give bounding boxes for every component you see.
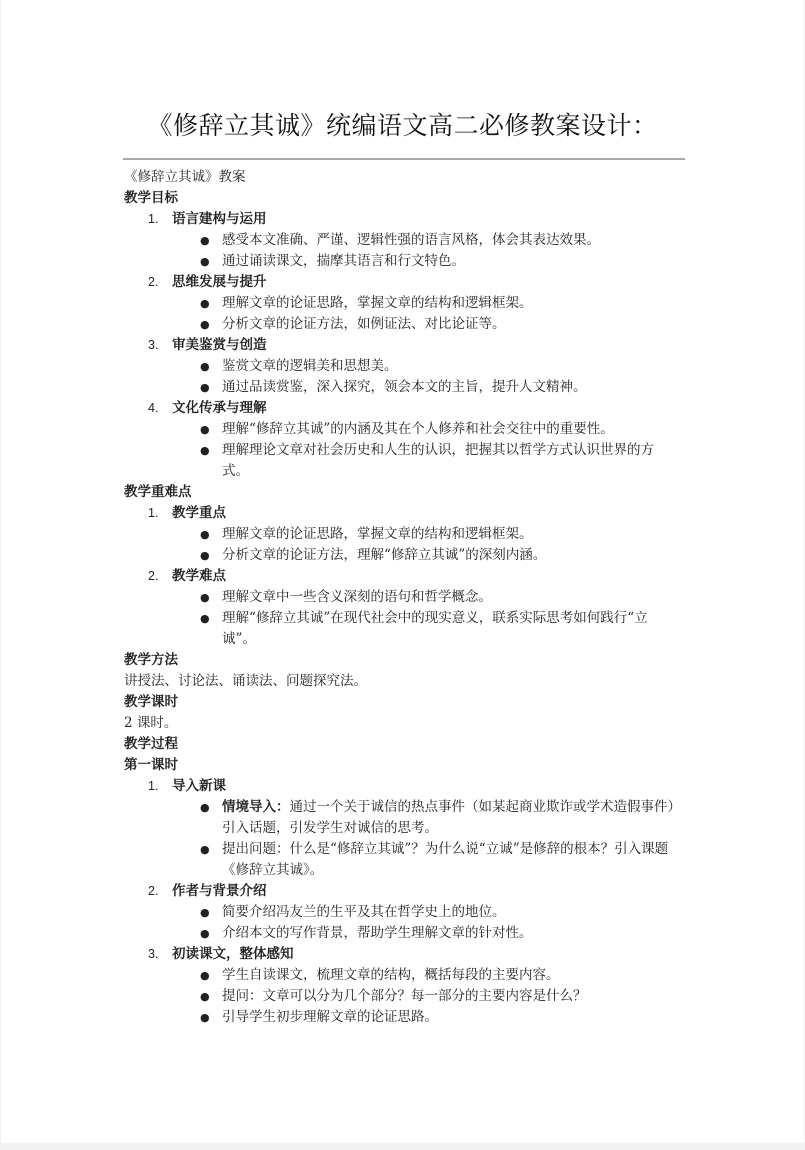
hours-text: 2 课时。 — [124, 715, 178, 731]
item-label: 导入新课 — [172, 778, 226, 794]
bullet-item — [124, 923, 684, 944]
bullet-icon: ● — [200, 927, 210, 940]
item-number: 2. — [148, 884, 159, 898]
bullet-text: 理解文章中一些含义深刻的语句和哲学概念。 — [222, 589, 492, 605]
methods-text: 讲授法、讨论法、诵读法、问题探究法。 — [124, 673, 367, 689]
bullet-icon: ● — [200, 528, 210, 541]
bullet-item — [124, 587, 684, 608]
bullet-text: 理解理论文章对社会历史和人生的认识，把握其以哲学方式认识世界的方式。 — [222, 442, 654, 479]
bullet-icon: ● — [200, 1011, 210, 1024]
bullet-icon: ● — [200, 969, 210, 982]
numbered-item — [124, 776, 684, 797]
bullet-icon: ● — [200, 297, 210, 310]
bullet-item — [124, 251, 684, 272]
item-number: 3. — [148, 947, 159, 961]
bullet-text: 分析文章的论证方法，理解“修辞立其诚”的深刻内涵。 — [222, 547, 547, 563]
section-heading-hours: 教学课时 — [124, 694, 178, 710]
item-label: 审美鉴赏与创造 — [172, 337, 267, 353]
bullet-icon: ● — [200, 255, 210, 268]
numbered-item — [124, 398, 684, 419]
item-label: 教学难点 — [172, 568, 226, 584]
item-label: 思维发展与提升 — [172, 274, 267, 290]
bullet-text: 理解文章的论证思路，掌握文章的结构和逻辑框架。 — [222, 295, 533, 311]
lesson-heading: 第一课时 — [124, 757, 178, 773]
bullet-item — [124, 419, 684, 440]
section-heading-process: 教学过程 — [124, 736, 178, 752]
section-heading-methods: 教学方法 — [124, 652, 178, 668]
bullet-icon: ● — [200, 360, 210, 373]
item-label: 初读课文，整体感知 — [172, 946, 294, 962]
document-page — [1, 0, 804, 1143]
bullet-body: 通过一个关于诚信的热点事件（如某起商业欺诈或学术造假事件）引入话题，引发学生对诚信的思考。 — [222, 799, 675, 836]
bullet-icon: ● — [200, 549, 210, 562]
numbered-item — [124, 335, 684, 356]
bullet-item — [124, 965, 684, 986]
bullet-icon: ● — [200, 906, 210, 919]
item-label: 文化传承与理解 — [172, 400, 267, 416]
item-label: 语言建构与运用 — [172, 211, 267, 227]
item-number: 2. — [148, 569, 159, 583]
item-number: 1. — [148, 212, 159, 226]
bullet-lead: 情境导入： — [222, 799, 290, 815]
bullet-text: 鉴赏文章的逻辑美和思想美。 — [222, 358, 398, 374]
bullet-item — [124, 902, 684, 923]
bullet-text: 通过诵读课文，揣摩其语言和行文特色。 — [222, 253, 465, 269]
bullet-text: 感受本文准确、严谨、逻辑性强的语言风格，体会其表达效果。 — [222, 232, 600, 248]
bullet-item — [124, 377, 684, 398]
bullet-text: 理解文章的论证思路，掌握文章的结构和逻辑框架。 — [222, 526, 533, 542]
bullet-icon: ● — [200, 423, 210, 436]
numbered-item — [124, 881, 684, 902]
bullet-item — [124, 356, 684, 377]
bullet-item — [124, 608, 684, 650]
bullet-icon: ● — [200, 591, 210, 604]
bullet-item — [124, 524, 684, 545]
document-body — [124, 167, 684, 1028]
item-number: 1. — [148, 506, 159, 520]
bullet-text: 理解“修辞立其诚”在现代社会中的现实意义，联系实际思考如何践行“立诚”。 — [222, 610, 648, 647]
bullet-item — [124, 314, 684, 335]
bullet-icon: ● — [200, 234, 210, 247]
bullet-item — [124, 230, 684, 251]
item-number: 4. — [148, 401, 159, 415]
bullet-item — [124, 797, 684, 839]
numbered-item — [124, 503, 684, 524]
item-number: 2. — [148, 275, 159, 289]
bullet-text: 学生自读课文，梳理文章的结构，概括每段的主要内容。 — [222, 967, 560, 983]
numbered-item — [124, 209, 684, 230]
doc-title: 《修辞立其诚》教案 — [124, 169, 246, 185]
bullet-text: 简要介绍冯友兰的生平及其在哲学史上的地位。 — [222, 904, 506, 920]
bullet-text: 介绍本文的写作背景，帮助学生理解文章的针对性。 — [222, 925, 533, 941]
bullet-item — [124, 1007, 684, 1028]
bullet-icon: ● — [200, 444, 210, 457]
item-number: 3. — [148, 338, 159, 352]
numbered-item — [124, 944, 684, 965]
section-heading-keypoints: 教学重难点 — [124, 484, 192, 500]
bullet-item — [124, 293, 684, 314]
bullet-text: 提出问题：什么是“修辞立其诚”？为什么说“立诚”是修辞的根本？引入课题《修辞立其诚》。 — [222, 841, 669, 878]
page-title: 《修辞立其诚》统编语文高二必修教案设计： — [147, 111, 658, 140]
bullet-icon: ● — [200, 318, 210, 331]
item-number: 1. — [148, 779, 159, 793]
bullet-icon: ● — [200, 381, 210, 394]
bullet-icon: ● — [200, 990, 210, 1003]
bullet-item — [124, 839, 684, 881]
bullet-text: 提问：文章可以分为几个部分？每一部分的主要内容是什么？ — [222, 988, 587, 1004]
title-divider — [123, 158, 685, 160]
bullet-item — [124, 545, 684, 566]
bullet-icon: ● — [200, 801, 210, 814]
item-label: 作者与背景介绍 — [172, 883, 267, 899]
bullet-item — [124, 986, 684, 1007]
numbered-item — [124, 566, 684, 587]
numbered-item — [124, 272, 684, 293]
bullet-text: 分析文章的论证方法，如例证法、对比论证等。 — [222, 316, 506, 332]
bullet-text: 通过品读赏鉴，深入探究，领会本文的主旨，提升人文精神。 — [222, 379, 587, 395]
bullet-item — [124, 440, 684, 482]
section-heading-objectives: 教学目标 — [124, 190, 178, 206]
bullet-icon: ● — [200, 843, 210, 856]
item-label: 教学重点 — [172, 505, 226, 521]
bullet-icon: ● — [200, 612, 210, 625]
bullet-text: 引导学生初步理解文章的论证思路。 — [222, 1009, 438, 1025]
bullet-text: 理解“修辞立其诚”的内涵及其在个人修养和社会交往中的重要性。 — [222, 421, 614, 437]
